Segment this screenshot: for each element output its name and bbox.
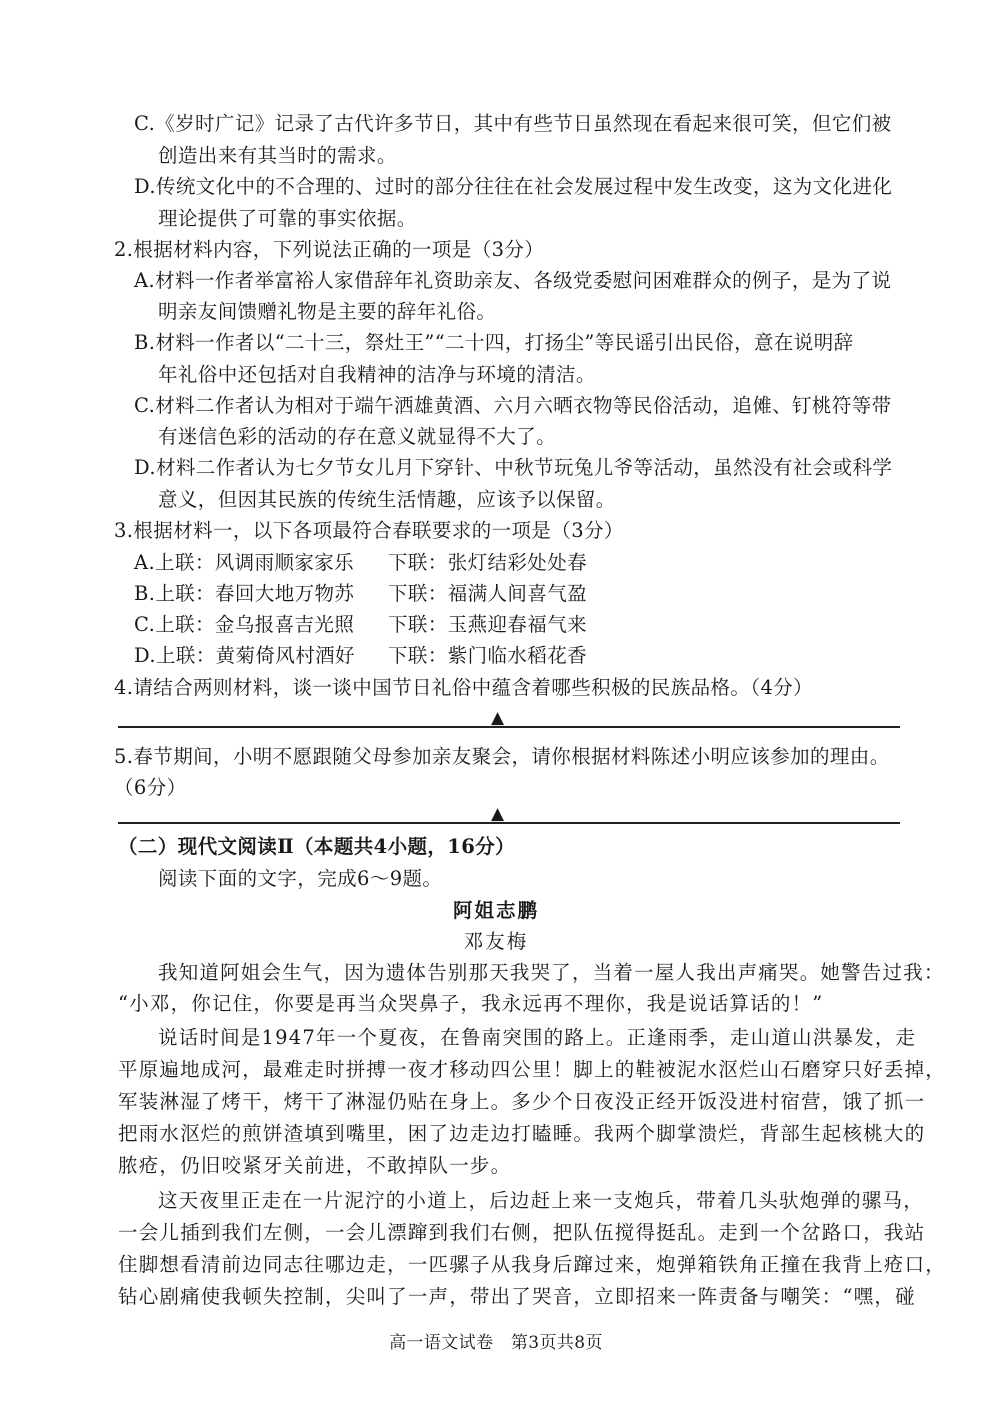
q3-option-c-upper: C.上联：金乌报喜吉光照 <box>134 613 355 636</box>
q1-option-c-line-2: 创造出来有其当时的需求。 <box>158 144 397 167</box>
q2-option-b-line-2: 年礼俗中还包括对自我精神的洁净与环境的清洁。 <box>158 363 596 386</box>
q3-option-a-upper: A.上联：风调雨顺家家乐 <box>134 551 355 574</box>
page-footer: 高一语文试卷 第3页共8页 <box>389 1333 603 1353</box>
q5-stem-line-1: 5.春节期间，小明不愿跟随父母参加亲友聚会，请你根据材料陈述小明应该参加的理由。 <box>114 745 890 768</box>
q3-option-b-upper: B.上联：春回大地万物苏 <box>134 582 355 605</box>
section-heading: （二）现代文阅读Ⅱ（本题共4小题，16分） <box>118 835 516 858</box>
story-title: 阿姐志鹏 <box>452 899 539 922</box>
q3-option-d-upper: D.上联：黄菊倚风村酒好 <box>134 644 355 667</box>
story-paragraph-3-line-4: 钻心剧痛使我顿失控制，尖叫了一声，带出了哭音，立即招来一阵责备与嘲笑：“嘿，碰 <box>118 1285 916 1308</box>
story-author: 邓友梅 <box>463 930 529 953</box>
q2-option-a-line-2: 明亲友间馈赠礼物是主要的辞年礼俗。 <box>158 300 497 323</box>
q2-option-d-line-1: D.材料二作者认为七夕节女儿月下穿针、中秋节玩兔儿爷等活动，虽然没有社会或科学 <box>134 456 893 479</box>
story-paragraph-3-line-2: 一会儿插到我们左侧，一会儿漂蹿到我们右侧，把队伍搅得挺乱。走到一个岔路口，我站 <box>118 1221 926 1244</box>
reading-instruction: 阅读下面的文字，完成6～9题。 <box>158 867 443 890</box>
q3-option-d-lower: 下联：紫门临水稻花香 <box>388 644 588 667</box>
q2-option-c-line-1: C.材料二作者认为相对于端午洒雄黄酒、六月六晒衣物等民俗活动，追傩、钉桃符等带 <box>134 394 892 417</box>
q3-option-c-lower: 下联：玉燕迎春福气来 <box>388 613 588 636</box>
q1-option-d-line-1: D.传统文化中的不合理的、过时的部分往往在社会发展过程中发生改变，这为文化进化 <box>134 175 893 198</box>
q1-option-d-line-2: 理论提供了可靠的事实依据。 <box>158 207 417 230</box>
q3-stem: 3.根据材料一，以下各项最符合春联要求的一项是（3分） <box>114 519 624 542</box>
q5-stem-line-2: （6分） <box>114 776 187 799</box>
answer-marker-triangle-q4: ▲ <box>491 708 505 728</box>
answer-line-q4 <box>118 726 900 728</box>
q3-option-a-lower: 下联：张灯结彩处处春 <box>388 551 588 574</box>
q4-stem: 4.请结合两则材料，谈一谈中国节日礼俗中蕴含着哪些积极的民族品格。（4分） <box>114 676 814 699</box>
q2-option-c-line-2: 有迷信色彩的活动的存在意义就显得不大了。 <box>158 425 557 448</box>
q2-option-d-line-2: 意义，但因其民族的传统生活情趣，应该予以保留。 <box>158 488 616 511</box>
story-paragraph-1-line-1: 我知道阿姐会生气，因为遗体告别那天我哭了，当着一屋人我出声痛哭。她警告过我： <box>158 961 945 984</box>
q1-option-c-line-1: C.《岁时广记》记录了古代许多节日，其中有些节日虽然现在看起来很可笑，但它们被 <box>134 112 892 135</box>
q2-option-a-line-1: A.材料一作者举富裕人家借辞年礼资助亲友、各级党委慰问困难群众的例子，是为了说 <box>134 269 892 292</box>
story-paragraph-3-line-3: 住脚想看清前边同志往哪边走，一匹骡子从我身后蹿过来，炮弹箱铁角正撞在我背上疮口， <box>118 1253 947 1276</box>
answer-line-q5 <box>118 822 900 824</box>
story-paragraph-2-line-2: 平原遍地成河，最难走时拼搏一夜才移动四公里！脚上的鞋被泥水沤烂山石磨穿只好丢掉， <box>118 1058 947 1081</box>
answer-marker-triangle-q5: ▲ <box>491 804 505 824</box>
story-paragraph-2-line-3: 军装淋湿了烤干，烤干了淋湿仍贴在身上。多少个日夜没正经开饭没进村宿营，饿了抓一 <box>118 1090 926 1113</box>
story-paragraph-1-line-2: “小邓，你记住，你要是再当众哭鼻子，我永远再不理你，我是说话算话的！” <box>118 992 824 1015</box>
story-paragraph-2-line-4: 把雨水沤烂的煎饼渣填到嘴里，困了边走边打瞌睡。我两个脚掌溃烂，背部生起核桃大的 <box>118 1122 926 1145</box>
story-paragraph-2-line-5: 脓疮，仍旧咬紧牙关前进，不敢掉队一步。 <box>118 1154 512 1177</box>
q2-stem: 2.根据材料内容，下列说法正确的一项是（3分） <box>114 238 545 261</box>
q3-option-b-lower: 下联：福满人间喜气盈 <box>388 582 588 605</box>
story-paragraph-3-line-1: 这天夜里正走在一片泥泞的小道上，后边赶上来一支炮兵，带着几头驮炮弹的骡马， <box>158 1189 924 1212</box>
story-paragraph-2-line-1: 说话时间是1947年一个夏夜，在鲁南突围的路上。正逢雨季，走山道山洪暴发，走 <box>158 1026 917 1049</box>
q2-option-b-line-1: B.材料一作者以“二十三，祭灶王”“二十四，打扬尘”等民谣引出民俗，意在说明辞 <box>134 331 854 354</box>
